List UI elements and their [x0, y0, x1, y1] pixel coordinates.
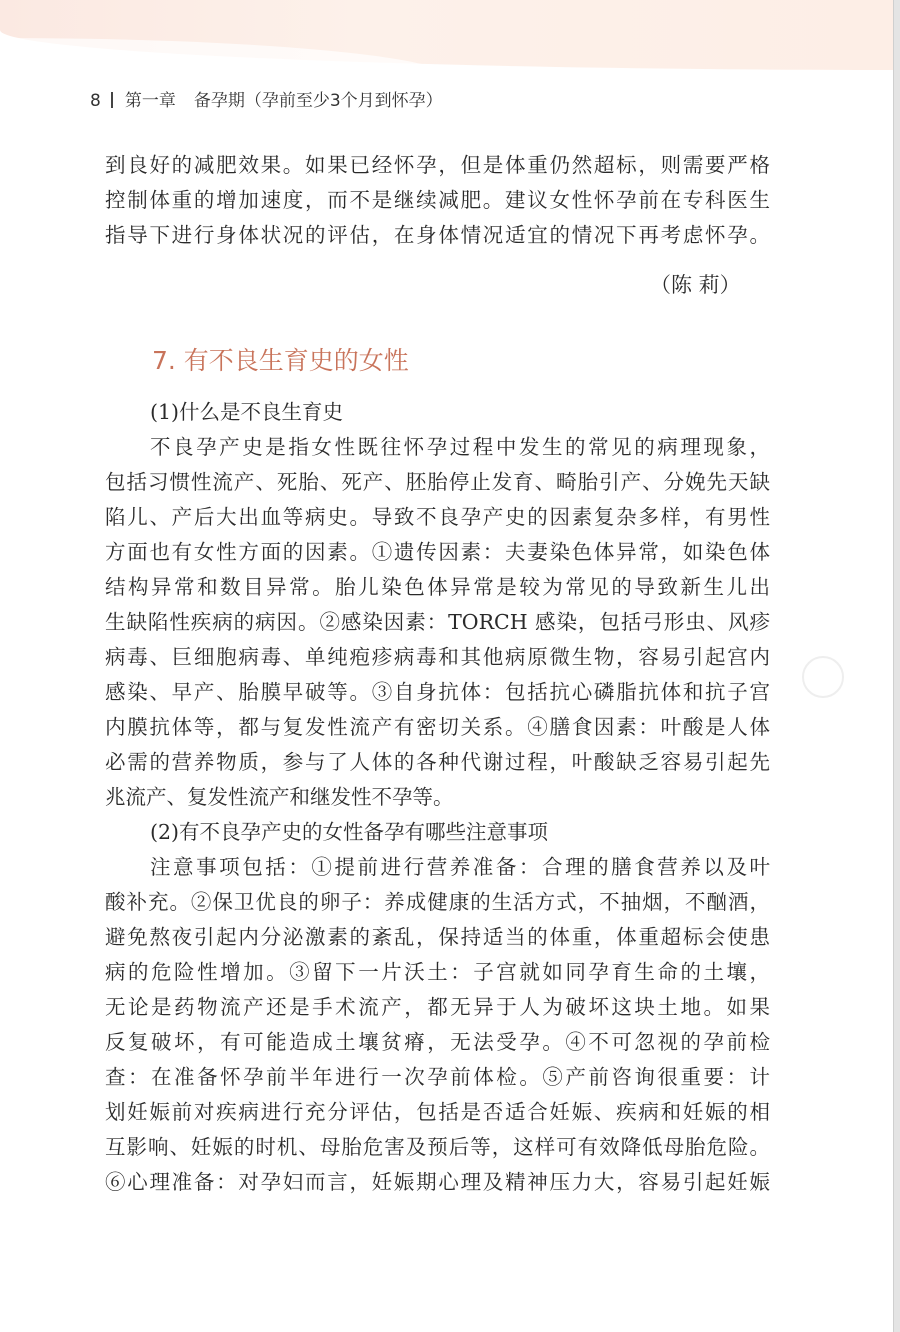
author: （陈 莉） [650, 273, 741, 297]
section-title: 7. 有不良生育史的女性 [152, 346, 409, 375]
chapter-label: 第一章 [124, 91, 176, 111]
text-line: 划妊娠前对疾病进行充分评估，包括是否适合妊娠、疾病和妊娠的相 [105, 1100, 770, 1124]
text-line: 必需的营养物质，参与了人体的各种代谢过程，叶酸缺乏容易引起先 [105, 750, 770, 774]
text-line: 感染、早产、胎膜早破等。③自身抗体：包括抗心磷脂抗体和抗子宫 [105, 680, 770, 704]
text-line: 注意事项包括：①提前进行营养准备：合理的膳食营养以及叶 [150, 855, 770, 879]
text-line: 不良孕产史是指女性既往怀孕过程中发生的常见的病理现象， [150, 435, 770, 459]
text-line: 避免熬夜引起内分泌激素的紊乱，保持适当的体重，体重超标会使患 [105, 925, 770, 949]
text-line: 包括习惯性流产、死胎、死产、胚胎停止发育、畸胎引产、分娩先天缺 [105, 470, 770, 494]
text-line: 控制体重的增加速度，而不是继续减肥。建议女性怀孕前在专科医生 [105, 188, 770, 212]
text-line: 内膜抗体等，都与复发性流产有密切关系。④膳食因素：叶酸是人体 [105, 715, 770, 739]
page-edge [893, 0, 900, 1332]
text-line: 病毒、巨细胞病毒、单纯疱疹病毒和其他病原微生物，容易引起宫内 [105, 645, 770, 669]
subheading-1: (1)什么是不良生育史 [150, 400, 344, 424]
text-line: 兆流产、复发性流产和继发性不孕等。 [105, 785, 454, 809]
text-line: 到良好的减肥效果。如果已经怀孕，但是体重仍然超标，则需要严格 [105, 153, 770, 177]
text-line: 方面也有女性方面的因素。①遗传因素：夫妻染色体异常，如染色体 [105, 540, 770, 564]
text-line: 陷儿、产后大出血等病史。导致不良孕产史的因素复杂多样，有男性 [105, 505, 770, 529]
text-line: 病的危险性增加。③留下一片沃土：子宫就如同孕育生命的土壤， [105, 960, 770, 984]
text-line: 生缺陷性疾病的病因。②感染因素：TORCH 感染，包括弓形虫、风疹 [105, 610, 770, 634]
text-line: 无论是药物流产还是手术流产，都无异于人为破坏这块土地。如果 [105, 995, 770, 1019]
page-number: 8 [90, 91, 101, 111]
text-line: 指导下进行身体状况的评估，在身体情况适宜的情况下再考虑怀孕。 [105, 223, 770, 247]
running-head [90, 86, 443, 111]
chapter-title: 备孕期（孕前至少3个月到怀孕） [193, 91, 443, 111]
text-line: 反复破坏，有可能造成土壤贫瘠，无法受孕。④不可忽视的孕前检 [105, 1030, 770, 1054]
text-line: 查：在准备怀孕前半年进行一次孕前体检。⑤产前咨询很重要：计 [105, 1065, 770, 1089]
divider [111, 92, 113, 108]
text-line: 结构异常和数目异常。胎儿染色体异常是较为常见的导致新生儿出 [105, 575, 770, 599]
text-line: ⑥心理准备：对孕妇而言，妊娠期心理及精神压力大，容易引起妊娠 [105, 1170, 770, 1194]
text-line: 酸补充。②保卫优良的卵子：养成健康的生活方式，不抽烟，不酗酒， [105, 890, 770, 914]
watermark-logo [802, 656, 844, 698]
text-line: 互影响、妊娠的时机、母胎危害及预后等，这样可有效降低母胎危险。 [105, 1135, 770, 1159]
subheading-2: (2)有不良孕产史的女性备孕有哪些注意事项 [150, 820, 549, 844]
